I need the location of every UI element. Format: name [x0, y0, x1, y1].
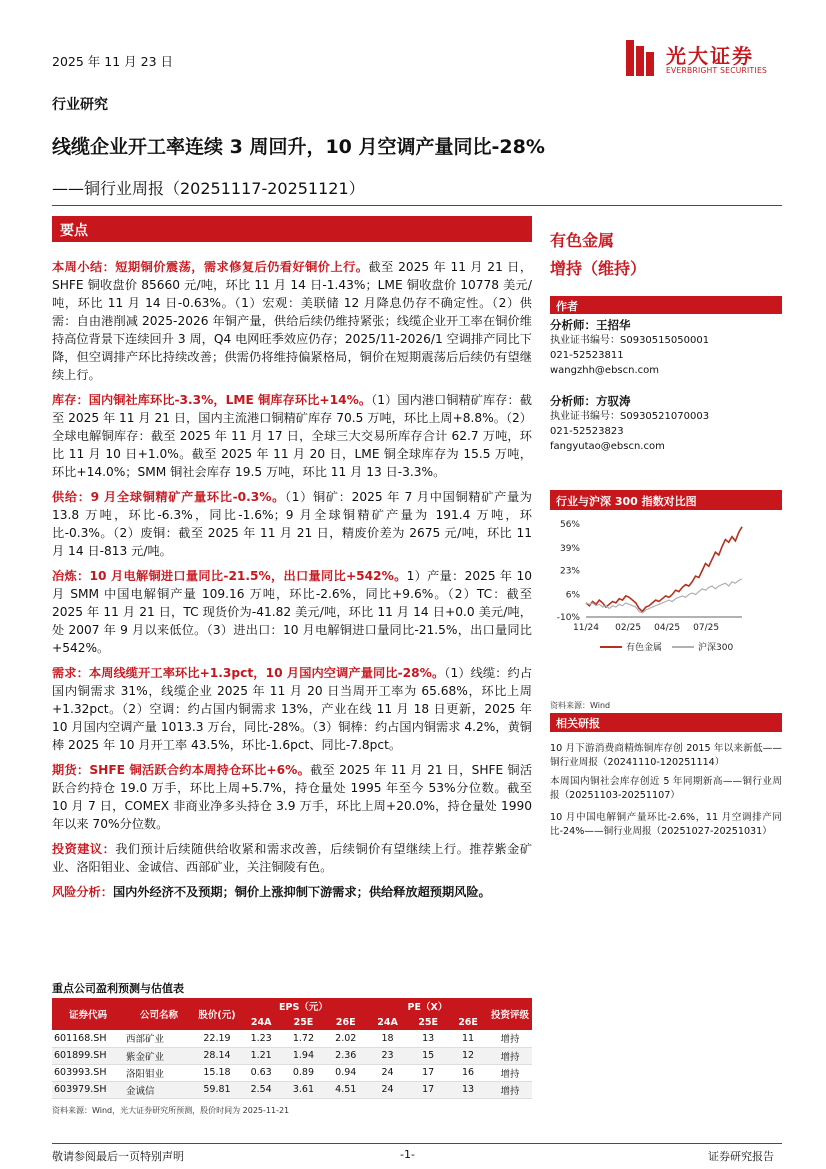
- table-row: [52, 1081, 532, 1098]
- para-highlight: 供给：9 月全球铜精矿产量环比-0.3%。: [52, 490, 285, 504]
- para-text: （1）国内港口铜精矿库存：截至 2025 年 11 月 21 日，国内主流港口铜精矿库存 70.5 万吨，环比上周+8.8%。（2）全球电解铜库存：截至 2025 年 11 月 17 日，全球三大交易所库存合计 62.7 万吨，环比 11 月 10 日+1.0%。截至 2025 年 11 月 20 日，LME 铜全球库存为 15.5 万吨，环比+14.0%；SMM 铜社会库存 19.5 万吨，环比 11 月 13 日-3.3%。: [52, 393, 532, 479]
- para-highlight: 需求：本周线缆开工率环比+1.3pct，10 月国内空调产量同比-28%。: [52, 666, 445, 680]
- cell-price: 59.81: [194, 1081, 240, 1098]
- cell-pe: 11: [448, 1030, 488, 1047]
- analyst-block: [550, 394, 709, 454]
- forecast-table-title: 重点公司盈利预测与估值表: [52, 982, 184, 995]
- header-price: 股价(元): [194, 998, 240, 1030]
- header-code: 证券代码: [52, 998, 124, 1030]
- cell-pe: 23: [367, 1047, 408, 1064]
- cell-eps: 1.94: [282, 1047, 324, 1064]
- summary-paragraph: [52, 258, 532, 384]
- para-highlight: 库存：国内铜社库环比-3.3%，LME 铜库存环比+14%。: [52, 393, 372, 407]
- chart-source: 资料来源：Wind: [550, 701, 611, 710]
- para-text: 1）产量：2025 年 10 月 SMM 中国电解铜产量 109.16 万吨，环比-2.6%，同比+9.6%。（2）TC：截至 2025 年 11 月 21 日，TC 现货价为-41.82 美元/吨，环比 11 月 14 日+0.0 美元/吨，处 2007 年 9 月以来低位。（3）进出口：10 月电解铜进口量同比-21.5%，出口量同比+542%。: [52, 569, 533, 655]
- analyst-email[interactable]: wangzhh@ebscn.com: [550, 365, 659, 376]
- cell-price: 22.19: [194, 1030, 240, 1047]
- footer-disclaimer: 敬请参阅最后一页特别声明: [52, 1150, 184, 1163]
- header-pe: PE（X）: [367, 998, 488, 1014]
- cell-pe: 18: [367, 1030, 408, 1047]
- cell-code: 601168.SH: [52, 1030, 124, 1047]
- cell-rating: 增持: [488, 1081, 532, 1098]
- keypoints-header: 要点: [52, 216, 532, 242]
- cell-pe: 15: [408, 1047, 448, 1064]
- cell-pe: 12: [448, 1047, 488, 1064]
- legend-label: 有色金属: [626, 643, 663, 653]
- cell-code: 601899.SH: [52, 1047, 124, 1064]
- x-tick-label: 02/25: [615, 623, 642, 633]
- report-date: 2025 年 11 月 23 日: [52, 54, 173, 69]
- para-text: （1）铜矿：2025 年 7 月中国铜精矿产量为 13.8 万吨，环比-6.3%，同比-1.6%；9 月全球铜精矿产量为 191.4 万吨，环比-0.3%。（2）废铜：截至 2025 年 11 月 21 日，精废价差为 2675 元/吨，环比 11 月 14 日-813 元/吨。: [52, 490, 532, 558]
- cell-rating: 增持: [488, 1030, 532, 1047]
- cell-pe: 13: [408, 1030, 448, 1047]
- investment-paragraph: [52, 840, 532, 876]
- table-row: [52, 1030, 532, 1047]
- para-text: 国内外经济不及预期；铜价上涨抑制下游需求；供给释放超预期风险。: [112, 885, 491, 899]
- cell-pe: 13: [448, 1081, 488, 1098]
- footer-divider: [52, 1143, 782, 1144]
- cell-eps: 2.02: [325, 1030, 367, 1047]
- logo-english: EVERBRIGHT SECURITIES: [666, 66, 768, 75]
- cell-eps: 1.23: [240, 1030, 282, 1047]
- industry-name: 有色金属: [550, 231, 615, 250]
- para-highlight: 投资建议：: [52, 842, 116, 856]
- main-content: [52, 258, 532, 908]
- report-title: 线缆企业开工率连续 3 周回升，10 月空调产量同比-28%: [52, 136, 545, 158]
- x-tick-label: 07/25: [693, 623, 720, 633]
- cell-pe: 17: [408, 1064, 448, 1081]
- cell-company: 西部矿业: [124, 1030, 194, 1047]
- smelting-paragraph: [52, 567, 532, 657]
- header-year: 25E: [408, 1014, 448, 1030]
- analyst-license: 执业证书编号：S0930515050001: [550, 335, 710, 346]
- cell-eps: 4.51: [325, 1081, 367, 1098]
- x-tick-label: 04/25: [654, 623, 681, 633]
- header-divider: [52, 205, 782, 206]
- industry-rating: 增持（维持）: [550, 259, 647, 278]
- cell-pe: 24: [367, 1081, 408, 1098]
- cell-price: 15.18: [194, 1064, 240, 1081]
- analyst-license: 执业证书编号：S0930521070003: [550, 411, 710, 422]
- para-text: 截至 2025 年 11 月 21 日，SHFE 铜收盘价 85660 元/吨，环比 11 月 14 日-1.43%；LME 铜收盘价 10778 美元/吨，环比 11 月 14 日-0.63%。（1）宏观：美联储 12 月降息仍存不确定性。（2）供需：自由港削减 2025-2026 年铜产量，供给后续仍维持紧张；线缆企业开工率在铜价维持高位背景下连续回升 3 周，Q4 电网旺季效应仍存；2025/11-2026/1 空调排产同比下降，但空调排产环比持续改善；供需仍将维持偏紧格局，铜价在短期震荡后后续仍有望继续上行。: [52, 260, 533, 382]
- analyst-name: 分析师：王招华: [550, 318, 631, 332]
- cell-rating: 增持: [488, 1047, 532, 1064]
- cell-eps: 3.61: [282, 1081, 324, 1098]
- related-report-item[interactable]: 10 月下游消费商精炼铜库存创 2015 年以来新低——铜行业周报（20241110-120251114）: [550, 743, 782, 768]
- y-tick-label: -10%: [556, 613, 580, 623]
- y-tick-label: 56%: [559, 520, 580, 530]
- everbright-logo-icon: [624, 38, 658, 78]
- analyst-name: 分析师：方驭涛: [550, 394, 631, 408]
- cell-eps: 2.54: [240, 1081, 282, 1098]
- y-tick-label: 6%: [565, 590, 580, 601]
- para-highlight: 风险分析：: [52, 885, 113, 899]
- para-highlight: 冶炼：10 月电解铜进口量同比-21.5%，出口量同比+542%。: [52, 569, 407, 583]
- header-eps: EPS（元）: [240, 998, 367, 1014]
- para-text: 截至 2025 年 11 月 21 日，SHFE 铜活跃合约持仓 19.0 万手，环比上周+5.7%，持仓量处 1995 年至今 53%分位数。截至 10 月 7 日，COMEX 非商业净多头持仓 3.9 万手，环比上周+20.0%，持仓量处 1990 年以来 70%分位数。: [52, 763, 533, 831]
- table-source: 资料来源：Wind，光大证券研究所预测，股价时间为 2025-11-21: [52, 1106, 290, 1115]
- header-year: 24A: [240, 1014, 282, 1030]
- related-reports-header: 相关研报: [550, 713, 782, 732]
- header-year: 25E: [282, 1014, 324, 1030]
- table-row: [52, 1047, 532, 1064]
- cell-eps: 1.21: [240, 1047, 282, 1064]
- cell-code: 603979.SH: [52, 1081, 124, 1098]
- analyst-phone: 021-52523811: [550, 350, 624, 361]
- cell-company: 紫金矿业: [124, 1047, 194, 1064]
- cell-eps: 0.63: [240, 1064, 282, 1081]
- cell-company: 洛阳钼业: [124, 1064, 194, 1081]
- analyst-block: [550, 318, 709, 378]
- cell-code: 603993.SH: [52, 1064, 124, 1081]
- index-comparison-chart: [550, 512, 782, 660]
- analyst-phone: 021-52523823: [550, 426, 624, 437]
- page-number: -1-: [400, 1148, 415, 1161]
- cell-eps: 1.72: [282, 1030, 324, 1047]
- cell-rating: 增持: [488, 1064, 532, 1081]
- cell-eps: 0.94: [325, 1064, 367, 1081]
- risk-paragraph: [52, 883, 532, 901]
- header-rating: 投资评级: [488, 998, 532, 1030]
- inventory-paragraph: [52, 391, 532, 481]
- cell-eps: 2.36: [325, 1047, 367, 1064]
- report-subtitle: ——铜行业周报（20251117-20251121）: [52, 179, 365, 198]
- supply-paragraph: [52, 488, 532, 560]
- futures-paragraph: [52, 761, 532, 833]
- y-tick-label: 39%: [559, 543, 580, 554]
- series-line-nonferrous: [586, 527, 742, 612]
- table-row: [52, 1064, 532, 1081]
- series-line-csi300: [586, 579, 742, 613]
- x-tick-label: 11/24: [573, 623, 599, 633]
- footer-report-type: 证券研究报告: [708, 1150, 774, 1163]
- cell-company: 金诚信: [124, 1081, 194, 1098]
- everbright-logo: [624, 38, 784, 82]
- header-year: 26E: [325, 1014, 367, 1030]
- cell-eps: 0.89: [282, 1064, 324, 1081]
- related-report-item[interactable]: 10 月中国电解铜产量环比-2.6%，11 月空调排产同比-24%——铜行业周报（20251027-20251031）: [550, 812, 782, 837]
- cell-pe: 16: [448, 1064, 488, 1081]
- authors-header: 作者: [550, 296, 782, 314]
- report-category: 行业研究: [52, 97, 108, 113]
- legend-label: 沪深300: [698, 643, 734, 653]
- logo-name: 光大证券: [666, 44, 754, 68]
- header-company: 公司名称: [124, 998, 194, 1030]
- header-year: 26E: [448, 1014, 488, 1030]
- y-tick-label: 23%: [559, 566, 580, 577]
- related-report-item[interactable]: 本周国内铜社会库存创近 5 年同期新高——铜行业周报（20251103-20251107）: [550, 776, 782, 801]
- para-highlight: 期货：SHFE 铜活跃合约本周持仓环比+6%。: [52, 763, 311, 777]
- analyst-email[interactable]: fangyutao@ebscn.com: [550, 441, 665, 452]
- demand-paragraph: [52, 664, 532, 754]
- header-year: 24A: [367, 1014, 408, 1030]
- para-text: 我们预计后续随供给收紧和需求改善，后续铜价有望继续上行。推荐紫金矿业、洛阳钼业、金诚信、西部矿业，关注铜陵有色。: [52, 842, 533, 874]
- forecast-table: [52, 998, 532, 1099]
- chart-header: 行业与沪深 300 指数对比图: [550, 490, 782, 510]
- para-highlight: 本周小结：短期铜价震荡，需求修复后仍看好铜价上行。: [52, 260, 369, 274]
- cell-pe: 24: [367, 1064, 408, 1081]
- cell-price: 28.14: [194, 1047, 240, 1064]
- para-text: （1）线缆：约占国内铜需求 31%，线缆企业 2025 年 11 月 20 日当周开工率为 65.68%，环比上周+1.32pct。（2）空调：约占国内铜需求 13%，产业在线 11 月 18 日更新，2025 年 10 月国内空调产量 1013.3 万台，同比-28%。（3）铜棒：约占国内铜需求 4.2%，黄铜棒 2025 年 10 月开工率 43.5%，环比-1.6pct、同比-7.8pct。: [52, 666, 533, 752]
- cell-pe: 17: [408, 1081, 448, 1098]
